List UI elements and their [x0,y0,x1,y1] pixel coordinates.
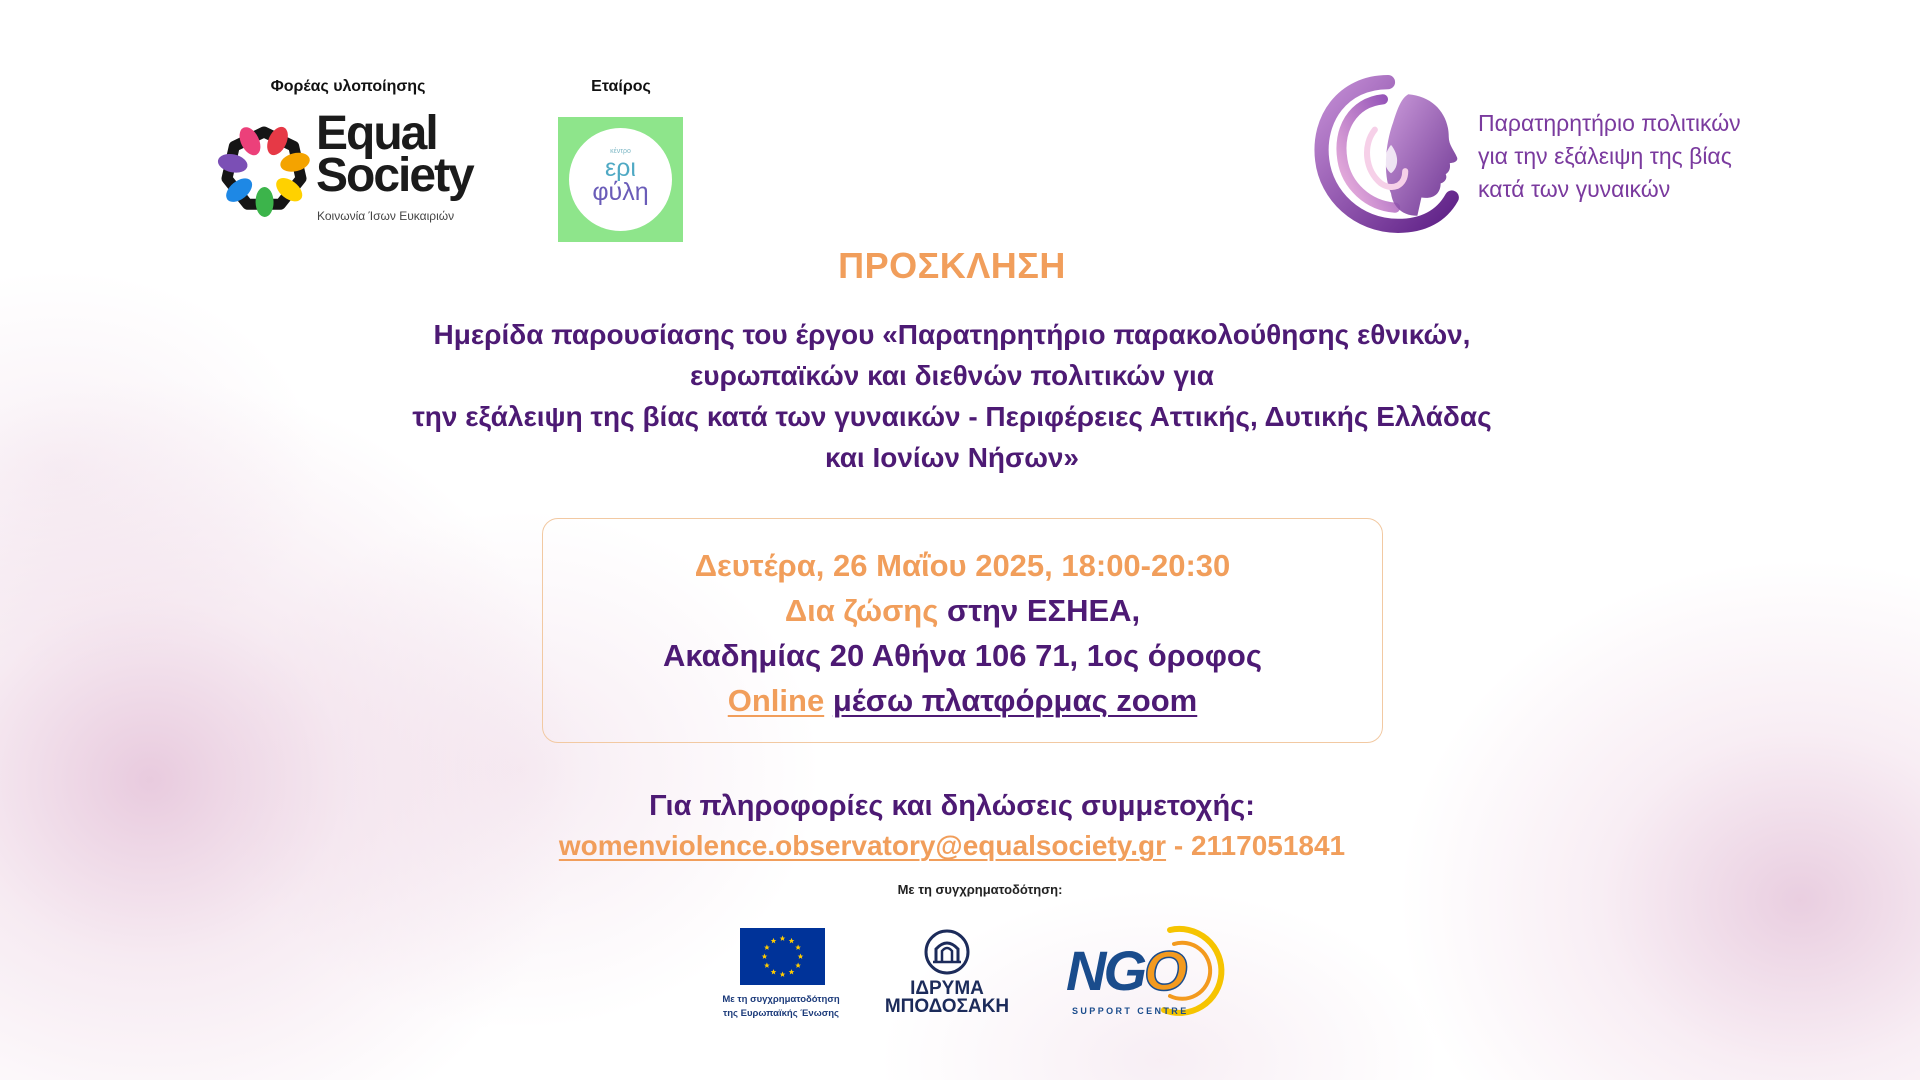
observatory-text-line: Παρατηρητήριο πολιτικών [1478,110,1741,136]
woman-profile-swirl-icon [1312,74,1464,236]
erifyli-small-label: κέντρο [610,148,631,155]
in-person-label: Δια ζώσης [784,593,939,628]
event-title [0,314,1904,478]
contact-line [0,826,1904,865]
bodossakis-line: ΙΔΡΥΜΑ [910,978,984,999]
event-venue-line [543,588,1382,633]
contact-separator: - [1173,830,1184,861]
bodossakis-line: ΜΠΟΔΟΣΑΚΗ [884,996,1010,1017]
hand-shape [216,151,249,175]
bodossakis-outer-arch [936,943,958,962]
ngo-support-centre-logo [1062,922,1234,1020]
invitation-heading: ΠΡΟΣΚΛΗΣΗ [838,245,1066,286]
event-title-line: την εξάλειψη της βίας κατά των γυναικών - Περιφέρειες Αττικής, Δυτικής Ελλάδας [412,401,1492,432]
zoom-platform-link[interactable]: μέσω πλατφόρμας zoom [832,683,1198,718]
eu-flag-icon [740,928,825,985]
contact-heading: Για πληροφορίες και δηλώσεις συμμετοχής: [649,790,1255,822]
erifyli-circle [569,128,672,231]
equal-society-tagline: Κοινωνία Ίσων Ευκαιριών [317,209,455,223]
online-link[interactable]: Online [727,683,825,718]
event-details-box [542,518,1383,743]
partner-label: Εταίρος [591,78,651,95]
observatory-logo-text [1478,107,1741,206]
funding-label: Με τη συγχρηματοδότηση: [897,882,1063,897]
venue-name: στην ΕΣΗΕΑ, [946,593,1141,628]
equal-society-wordmark-society: Society [316,149,473,202]
bodossakis-emblem-icon [923,928,971,976]
hand-shape [278,150,311,175]
event-title-line: Ημερίδα παρουσίασης του έργου «Παρατηρητήριο παρακολούθησης εθνικών, [433,319,1471,350]
erifyli-wordmark-bottom: φύλη [592,178,649,206]
observatory-text-line: για την εξάλειψη της βίας [1478,143,1732,169]
eu-cofunding-line: Με τη συγχρηματοδότηση [722,994,840,1005]
contact-phone: 2117051841 [1190,830,1346,861]
hands-wheel-icon [212,118,316,222]
hand-shape [255,187,274,217]
bodossakis-inner-arch [942,948,952,962]
bodossakis-ring [926,931,968,973]
eu-cofunding-line: της Ευρωπαϊκής Ένωσης [723,1008,839,1019]
online-line [543,678,1382,723]
erifyli-wordmark-top: ερι [605,154,636,182]
ngo-wordmark [1066,939,1185,1002]
ngo-wordmark-o: O [1144,939,1185,1002]
venue-address: Ακαδημίας 20 Αθήνα 106 71, 1ος όροφος [663,638,1262,673]
implementer-label: Φορέας υλοποίησης [270,78,426,95]
event-title-line: και Ιονίων Νήσων» [825,442,1079,473]
bodossakis-wordmark [872,980,1022,1016]
ngo-subtitle: SUPPORT CENTRE [1072,1006,1189,1016]
observatory-text-line: κατά των γυναικών [1478,176,1671,202]
equal-society-wordmark-equal: Equal [316,107,437,160]
eu-cofunding-text [711,993,851,1021]
erifyli-logo [558,117,683,242]
event-date-time: Δευτέρα, 26 Μαΐου 2025, 18:00-20:30 [694,548,1231,583]
event-title-line: ευρωπαϊκών και διεθνών πολιτικών για [690,360,1214,391]
contact-email-link[interactable]: womenviolence.observatory@equalsociety.gr [558,830,1167,861]
ngo-wordmark-ng: NG [1066,939,1144,1002]
equal-society-logo [212,107,482,224]
